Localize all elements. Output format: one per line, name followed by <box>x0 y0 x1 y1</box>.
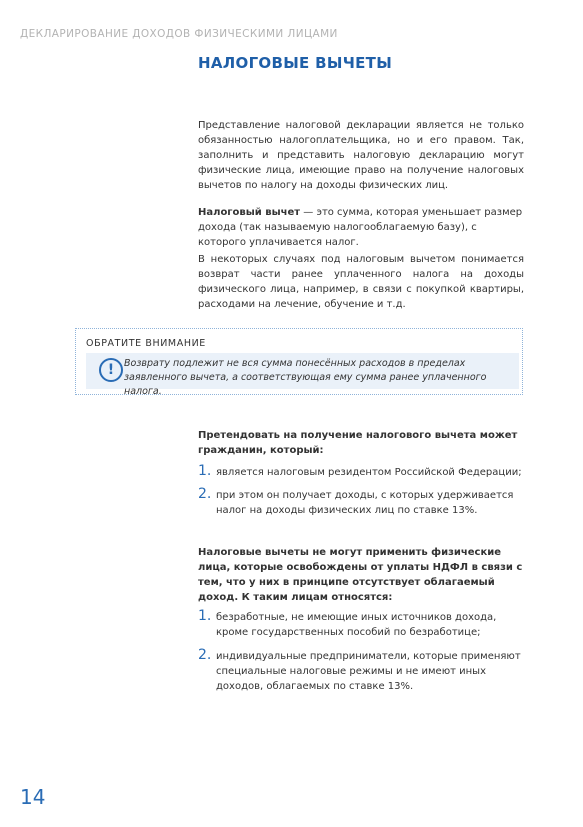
list-number: 1. <box>198 608 212 624</box>
section-title: НАЛОГОВЫЕ ВЫЧЕТЫ <box>198 54 393 72</box>
definition-text: — это сумма, которая уменьшает размер дохода (так называемую налогооблагаемую базу), с которого уплачивается налог. <box>198 207 523 248</box>
running-header: ДЕКЛАРИРОВАНИЕ ДОХОДОВ ФИЗИЧЕСКИМИ ЛИЦАМИ <box>20 28 338 40</box>
list-item-text: при этом он получает доходы, с которых удерживается налог на доходы физических лиц по ставке 13%. <box>216 490 514 516</box>
exclamation-icon: ! <box>99 358 123 382</box>
list-item-text: индивидуальные предприниматели, которые применяют специальные налоговые режимы и не имеют иных доходов, облагаемых по ставке 13%. <box>216 651 521 692</box>
not-eligible-heading: Налоговые вычеты не могут применить физические лица, которые освобождены от уплаты НДФЛ в связи с тем, что у них в принципе отсутствует облагаемый доход. К таким лицам относятся: <box>198 547 523 603</box>
definition-term: Налоговый вычет <box>198 207 301 218</box>
notice-box <box>86 353 519 397</box>
page-number: 14 <box>20 785 46 809</box>
list-number: 2. <box>198 647 212 663</box>
refund-paragraph: В некоторых случаях под налоговым вычетом понимается возврат части ранее уплаченного налога на доходы физического лица, например, в связи с покупкой квартиры, расходами на лечение, обучение и т.д. <box>198 254 524 310</box>
notice-block <box>75 328 523 395</box>
list-number: 1. <box>198 463 212 479</box>
definition-paragraph <box>198 205 524 250</box>
list-item-text: является налоговым резидентом Российской Федерации; <box>216 467 522 478</box>
notice-heading: ОБРАТИТЕ ВНИМАНИЕ <box>86 338 206 349</box>
notice-text: Возврату подлежит не вся сумма понесённых расходов в пределах заявленного вычета, а соответствующая ему сумма ранее уплаченного налога. <box>124 358 487 397</box>
list-number: 2. <box>198 486 212 502</box>
intro-paragraph: Представление налоговой декларации является не только обязанностью налогоплательщика, но и его правом. Так, заполнить и представить налоговую декларацию могут физические лица, имеющие право на получение налоговых вычетов по налогу на доходы физических лиц. <box>198 120 524 191</box>
list-item-text: безработные, не имеющие иных источников дохода, кроме государственных пособий по безработице; <box>216 612 497 638</box>
eligible-heading: Претендовать на получение налогового вычета может гражданин, который: <box>198 430 518 456</box>
